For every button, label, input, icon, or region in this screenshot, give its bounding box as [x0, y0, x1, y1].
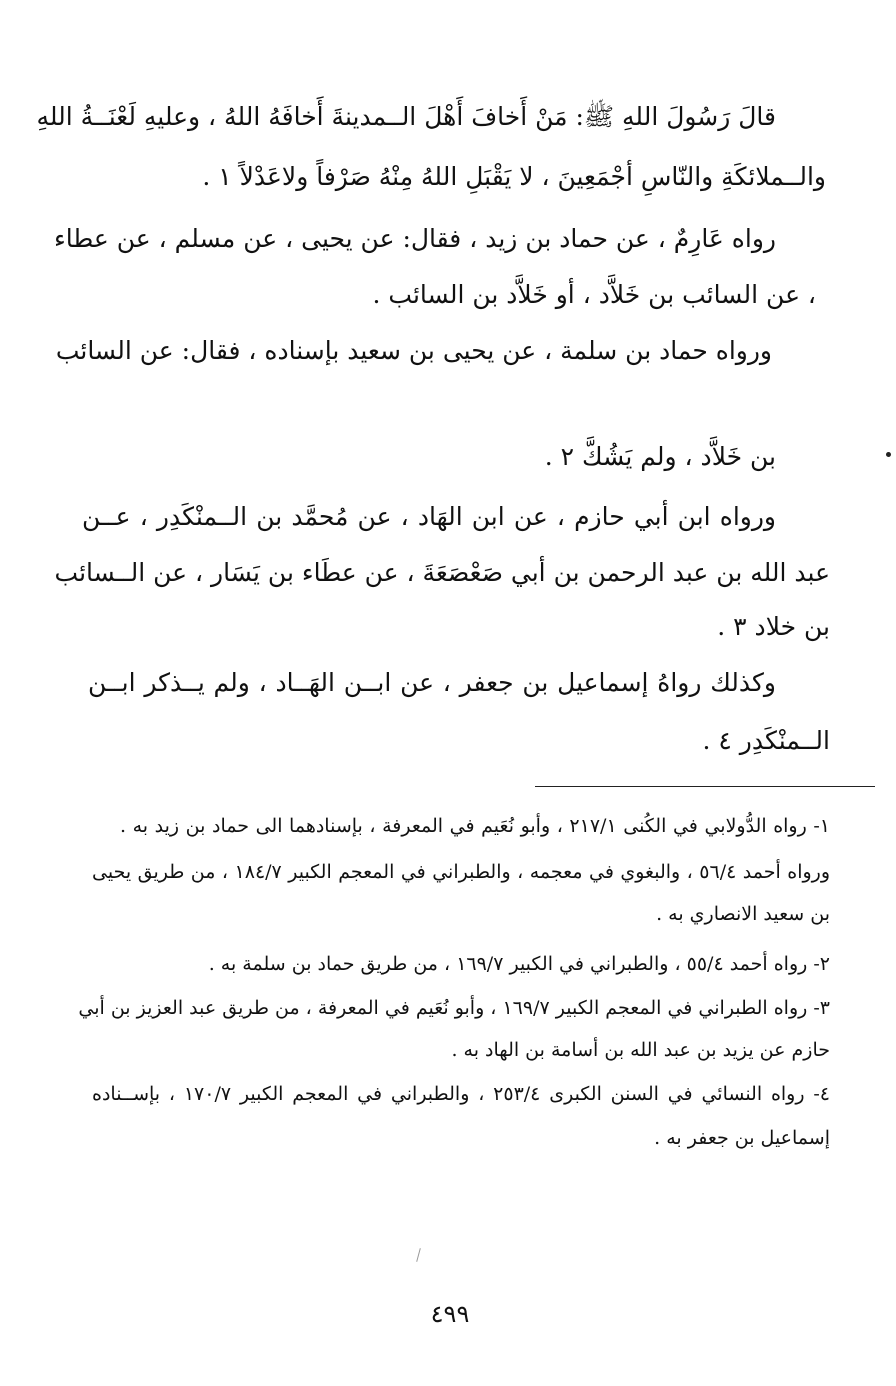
footnote-line-7: ٤- رواه النسائي في السنن الكبرى ٢٥٣/٤ ، والطبراني في المعجم الكبير ١٧٠/٧ ، بإســناده	[92, 1083, 830, 1105]
margin-dot	[886, 452, 891, 457]
footnote-line-3: بن سعيد الانصاري به .	[656, 903, 830, 925]
footnote-line-4: ٢- رواه أحمد ٥٥/٤ ، والطبراني في الكبير ١٦٩/٧ ، من طريق حماد بن سلمة به .	[208, 953, 830, 975]
main-line-11: الــمنْكَدِر ٤ .	[702, 726, 830, 755]
main-line-8: عبد الله بن عبد الرحمن بن أبي صَعْصَعَةَ ، عن عطَاء بن يَسَار ، عن الــسائب	[54, 558, 830, 587]
scan-speck	[416, 1248, 421, 1262]
footnote-line-5: ٣- رواه الطبراني في المعجم الكبير ١٦٩/٧ ، وأبو نُعَيم في المعرفة ، من طريق عبد العزيز بن أبي	[78, 997, 830, 1019]
footnote-line-6: حازم عن يزيد بن عبد الله بن أسامة بن الهاد به .	[451, 1039, 830, 1061]
main-line-2: والــملائكَةِ والنّاسِ أجْمَعِينَ ، لا يَقْبَلِ اللهُ مِنْهُ صَرْفاً ولاعَدْلاً ١ .	[202, 162, 826, 191]
main-line-6: بن خَلاَّد ، ولم يَشُكَّ ٢ .	[544, 442, 776, 471]
footnote-line-8: إسماعيل بن جعفر به .	[654, 1127, 830, 1149]
main-line-4: ، عن السائب بن خَلاَّد ، أو خَلاَّد بن السائب .	[372, 280, 816, 309]
page-number: ٤٩٩	[430, 1300, 470, 1328]
main-line-1: قالَ رَسُولَ اللهِ ﷺ: مَنْ أَخافَ أَهْلَ الــمدينةَ أَخافَهُ اللهُ ، وعليهِ لَعْنَــةُ اللهِ	[36, 102, 776, 131]
main-line-10: وكذلك رواهُ إسماعيل بن جعفر ، عن ابــن الهَــاد ، ولم يــذكر ابــن	[88, 668, 776, 697]
main-line-9: بن خلاد ٣ .	[717, 612, 830, 641]
main-line-7: ورواه ابن أبي حازم ، عن ابن الهَاد ، عن مُحمَّد بن الــمنْكَدِر ، عــن	[82, 502, 776, 531]
main-line-5: ورواه حماد بن سلمة ، عن يحيى بن سعيد بإسناده ، فقال: عن السائب	[55, 336, 772, 365]
main-line-3: رواه عَارِمٌ ، عن حماد بن زيد ، فقال: عن يحيى ، عن مسلم ، عن عطاء	[54, 224, 776, 253]
footnote-line-1: ١- رواه الدُّولابي في الكُنى ٢١٧/١ ، وأبو نُعَيم في المعرفة ، بإسنادهما الى حماد بن زيد به .	[120, 815, 830, 837]
footnote-line-2: ورواه أحمد ٥٦/٤ ، والبغوي في معجمه ، والطبراني في المعجم الكبير ١٨٤/٧ ، من طريق يحيى	[92, 861, 830, 883]
footnote-separator	[535, 786, 875, 787]
